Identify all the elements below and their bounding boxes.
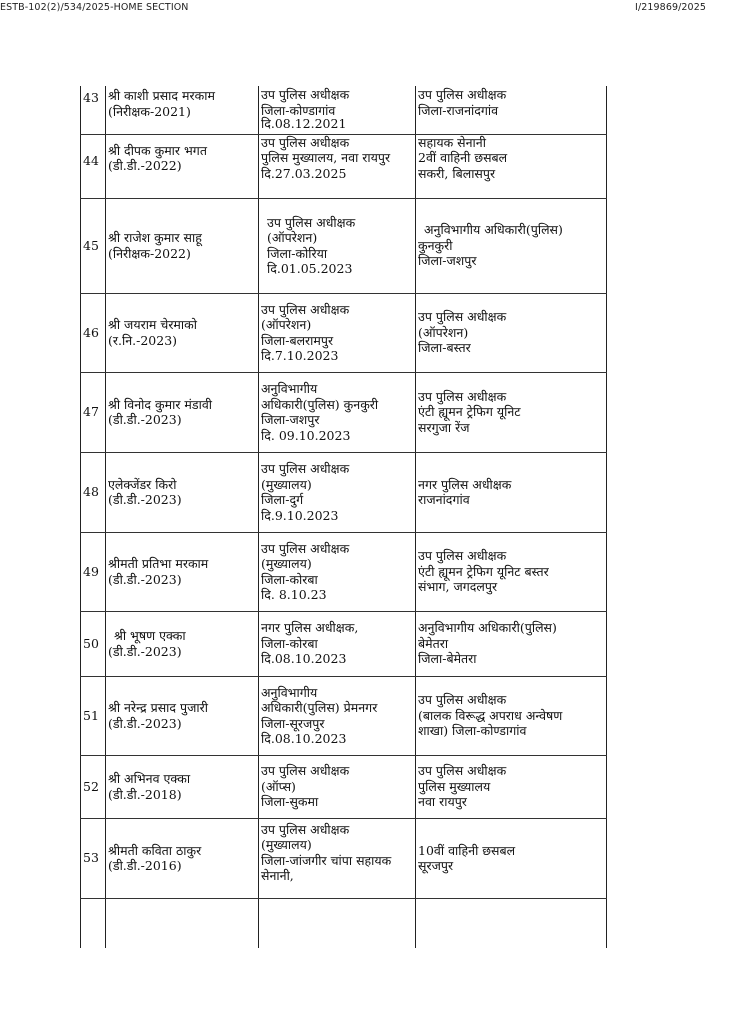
current-posting <box>259 86 416 134</box>
new-posting <box>416 755 607 818</box>
posting-line: सेनानी, <box>261 868 294 883</box>
posting-line: नवा रायपुर <box>418 794 467 810</box>
name-line: श्रीमती प्रतिभा मरकाम <box>108 556 209 571</box>
posting-line: सहायक सेनानी <box>418 134 486 150</box>
posting-line: एंटी ह्यूमन ट्रेफिग यूनिट <box>418 404 521 420</box>
table-row <box>81 676 607 755</box>
posting-line: दि.7.10.2023 <box>261 348 339 363</box>
rank-line: (डी.डी.-2016) <box>108 858 182 873</box>
serial-number: 49 <box>81 532 106 611</box>
posting-line: उप पुलिस अधीक्षक <box>418 388 507 404</box>
serial-number: 47 <box>81 372 106 452</box>
name-line: श्री नरेन्द्र प्रसाद पुजारी <box>108 700 208 715</box>
posting-line: जिला-दुर्ग <box>261 492 304 507</box>
table-row <box>81 134 607 198</box>
posting-line: दि.27.03.2025 <box>261 165 347 181</box>
new-posting <box>416 532 607 611</box>
posting-line: जिला-बलरामपुर <box>261 332 334 348</box>
posting-line: जिला-कोरबा <box>261 571 318 587</box>
empty-cell <box>259 898 416 948</box>
posting-line: (बालक विरूद्ध अपराध अन्वेषण <box>418 707 563 723</box>
posting-line: जिला-सुकमा <box>261 794 319 810</box>
posting-line: जिला-सूरजपुर <box>261 715 325 731</box>
posting-line: जिला-बेमेतरा <box>418 651 477 667</box>
posting-line: 10वीं वाहिनी छसबल <box>418 842 516 858</box>
posting-line: जिला-कोण्डागांव <box>261 102 336 118</box>
name-line: श्री जयराम चेरमाको <box>108 317 197 332</box>
rank-line: (निरीक्षक-2021) <box>108 103 191 119</box>
posting-line: उप पुलिस अधीक्षक <box>261 763 350 779</box>
posting-line: जिला-जशपुर <box>418 253 477 269</box>
name-line: श्री काशी प्रसाद मरकाम <box>108 88 215 103</box>
serial-number: 50 <box>81 611 106 676</box>
officer-name <box>106 372 259 452</box>
table-row <box>81 611 607 676</box>
posting-line: अनुविभागीय अधिकारी(पुलिस) <box>424 222 563 238</box>
posting-line: उप पुलिस अधीक्षक <box>418 763 507 779</box>
name-line: श्रीमती कविता ठाकुर <box>108 842 202 858</box>
current-posting <box>259 293 416 372</box>
table-row <box>81 293 607 372</box>
posting-line: अधिकारी(पुलिस) प्रेमनगर <box>261 700 378 715</box>
posting-line: जिला-बस्तर <box>418 340 471 356</box>
posting-line: अनुविभागीय <box>261 684 318 700</box>
new-posting <box>416 134 607 198</box>
posting-line: उप पुलिस अधीक्षक <box>261 301 350 317</box>
posting-line: राजनांदगांव <box>418 492 470 507</box>
officer-name <box>106 452 259 532</box>
new-posting <box>416 818 607 898</box>
document-number: I/219869/2025 <box>635 2 706 13</box>
posting-line: उप पुलिस अधीक्षक <box>267 214 356 230</box>
rank-line: (र.नि.-2023) <box>108 332 178 348</box>
table-row <box>81 452 607 532</box>
posting-line: अनुविभागीय <box>261 381 318 396</box>
current-posting <box>259 198 416 293</box>
posting-line: संभाग, जगदलपुर <box>418 579 498 595</box>
name-line: श्री दीपक कुमार भगत <box>108 142 207 158</box>
table-row <box>81 818 607 898</box>
officer-name <box>106 676 259 755</box>
rank-line: (डी.डी.-2023) <box>108 571 182 587</box>
posting-line: एंटी ह्यूमन ट्रेफिग यूनिट बस्तर <box>418 563 549 579</box>
new-posting <box>416 452 607 532</box>
rank-line: (डी.डी.-2023) <box>108 643 182 659</box>
posting-line: शाखा) जिला-कोण्डागांव <box>418 723 527 739</box>
posting-line: अधिकारी(पुलिस) कुनकुरी <box>261 396 379 412</box>
officer-name <box>106 198 259 293</box>
posting-line: अनुविभागीय अधिकारी(पुलिस) <box>418 620 557 636</box>
officer-name <box>106 86 259 134</box>
posting-line: जिला-जशपुर <box>261 412 320 427</box>
posting-line: दि.08.10.2023 <box>261 731 347 746</box>
transfer-table <box>80 86 607 948</box>
empty-cell <box>106 898 259 948</box>
officer-name <box>106 532 259 611</box>
posting-line: उप पुलिस अधीक्षक <box>418 692 507 708</box>
posting-line: (मुख्यालय) <box>261 837 312 852</box>
name-line: श्री राजेश कुमार साहू <box>108 230 202 245</box>
empty-cell <box>81 898 106 948</box>
current-posting <box>259 372 416 452</box>
table-row <box>81 532 607 611</box>
serial-number: 46 <box>81 293 106 372</box>
posting-line: उप पुलिस अधीक्षक <box>261 461 350 476</box>
posting-line: दि.01.05.2023 <box>267 261 353 276</box>
posting-line: उप पुलिस अधीक्षक <box>261 87 350 102</box>
posting-line: (ऑपरेशन) <box>261 317 312 332</box>
new-posting <box>416 676 607 755</box>
table-row <box>81 86 607 134</box>
new-posting <box>416 86 607 134</box>
posting-line: पुलिस मुख्यालय <box>418 778 491 794</box>
posting-line: (मुख्यालय) <box>261 476 312 492</box>
new-posting <box>416 611 607 676</box>
new-posting <box>416 293 607 372</box>
table-row <box>81 755 607 818</box>
rank-line: (डी.डी.-2023) <box>108 492 182 507</box>
empty-row <box>81 898 607 948</box>
posting-line: दि.08.12.2021 <box>261 116 347 131</box>
serial-number: 52 <box>81 755 106 818</box>
posting-line: (ऑप्स) <box>261 778 296 794</box>
current-posting <box>259 818 416 898</box>
rank-line: (डी.डी.-2022) <box>108 158 182 173</box>
name-line: एलेक्जेंडर किरो <box>108 476 177 492</box>
new-posting <box>416 198 607 293</box>
posting-line: उप पुलिस अधीक्षक <box>261 821 350 837</box>
empty-cell <box>416 898 607 948</box>
posting-line: सरगुजा रेंज <box>418 419 470 435</box>
rank-line: (डी.डी.-2023) <box>108 715 182 731</box>
current-posting <box>259 676 416 755</box>
posting-line: जिला-राजनांदगांव <box>418 102 499 118</box>
posting-line: सकरी, बिलासपुर <box>418 165 496 181</box>
table-row <box>81 198 607 293</box>
name-line: श्री अभिनव एक्का <box>108 771 191 786</box>
serial-number: 53 <box>81 818 106 898</box>
posting-line: उप पुलिस अधीक्षक <box>418 548 507 564</box>
posting-line: उप पुलिस अधीक्षक <box>418 309 507 325</box>
serial-number: 48 <box>81 452 106 532</box>
posting-line: जिला-कोरिया <box>267 245 328 261</box>
officer-name <box>106 611 259 676</box>
posting-line: सूरजपुर <box>418 858 454 873</box>
posting-line: उप पुलिस अधीक्षक <box>418 87 507 102</box>
posting-line: दि. 8.10.23 <box>261 587 327 602</box>
serial-number: 44 <box>81 134 106 198</box>
officer-name <box>106 755 259 818</box>
posting-line: दि.08.10.2023 <box>261 651 347 667</box>
rank-line: (डी.डी.-2023) <box>108 412 182 427</box>
file-reference: ESTB-102(2)/534/2025-HOME SECTION <box>0 2 189 13</box>
posting-line: उप पुलिस अधीक्षक <box>261 540 350 556</box>
posting-line: बेमेतरा <box>418 635 449 651</box>
current-posting <box>259 532 416 611</box>
posting-line: नगर पुलिस अधीक्षक, <box>261 620 359 636</box>
posting-line: दि.9.10.2023 <box>261 507 339 523</box>
posting-line: जिला-जांजगीर चांपा सहायक <box>261 852 392 868</box>
table-row <box>81 372 607 452</box>
posting-line: कुनकुरी <box>418 237 453 253</box>
posting-line: उप पुलिस अधीक्षक <box>261 134 350 150</box>
posting-line: (ऑपरेशन) <box>418 324 469 340</box>
posting-line: जिला-कोरबा <box>261 635 318 651</box>
current-posting <box>259 611 416 676</box>
posting-line: नगर पुलिस अधीक्षक <box>418 476 512 492</box>
officer-name <box>106 293 259 372</box>
rank-line: (डी.डी.-2018) <box>108 786 182 802</box>
officer-name <box>106 134 259 198</box>
serial-number: 43 <box>81 86 106 134</box>
posting-line: दि. 09.10.2023 <box>261 427 351 443</box>
serial-number: 45 <box>81 198 106 293</box>
new-posting <box>416 372 607 452</box>
current-posting <box>259 755 416 818</box>
posting-line: (मुख्यालय) <box>261 556 312 571</box>
name-line: श्री भूषण एक्का <box>114 628 186 643</box>
serial-number: 51 <box>81 676 106 755</box>
officer-name <box>106 818 259 898</box>
posting-line: पुलिस मुख्यालय, नवा रायपुर <box>261 150 391 165</box>
posting-line: (ऑपरेशन) <box>267 230 318 245</box>
name-line: श्री विनोद कुमार मंडावी <box>108 396 213 412</box>
rank-line: (निरीक्षक-2022) <box>108 245 191 261</box>
current-posting <box>259 452 416 532</box>
current-posting <box>259 134 416 198</box>
posting-line: 2वीं वाहिनी छसबल <box>418 150 508 165</box>
